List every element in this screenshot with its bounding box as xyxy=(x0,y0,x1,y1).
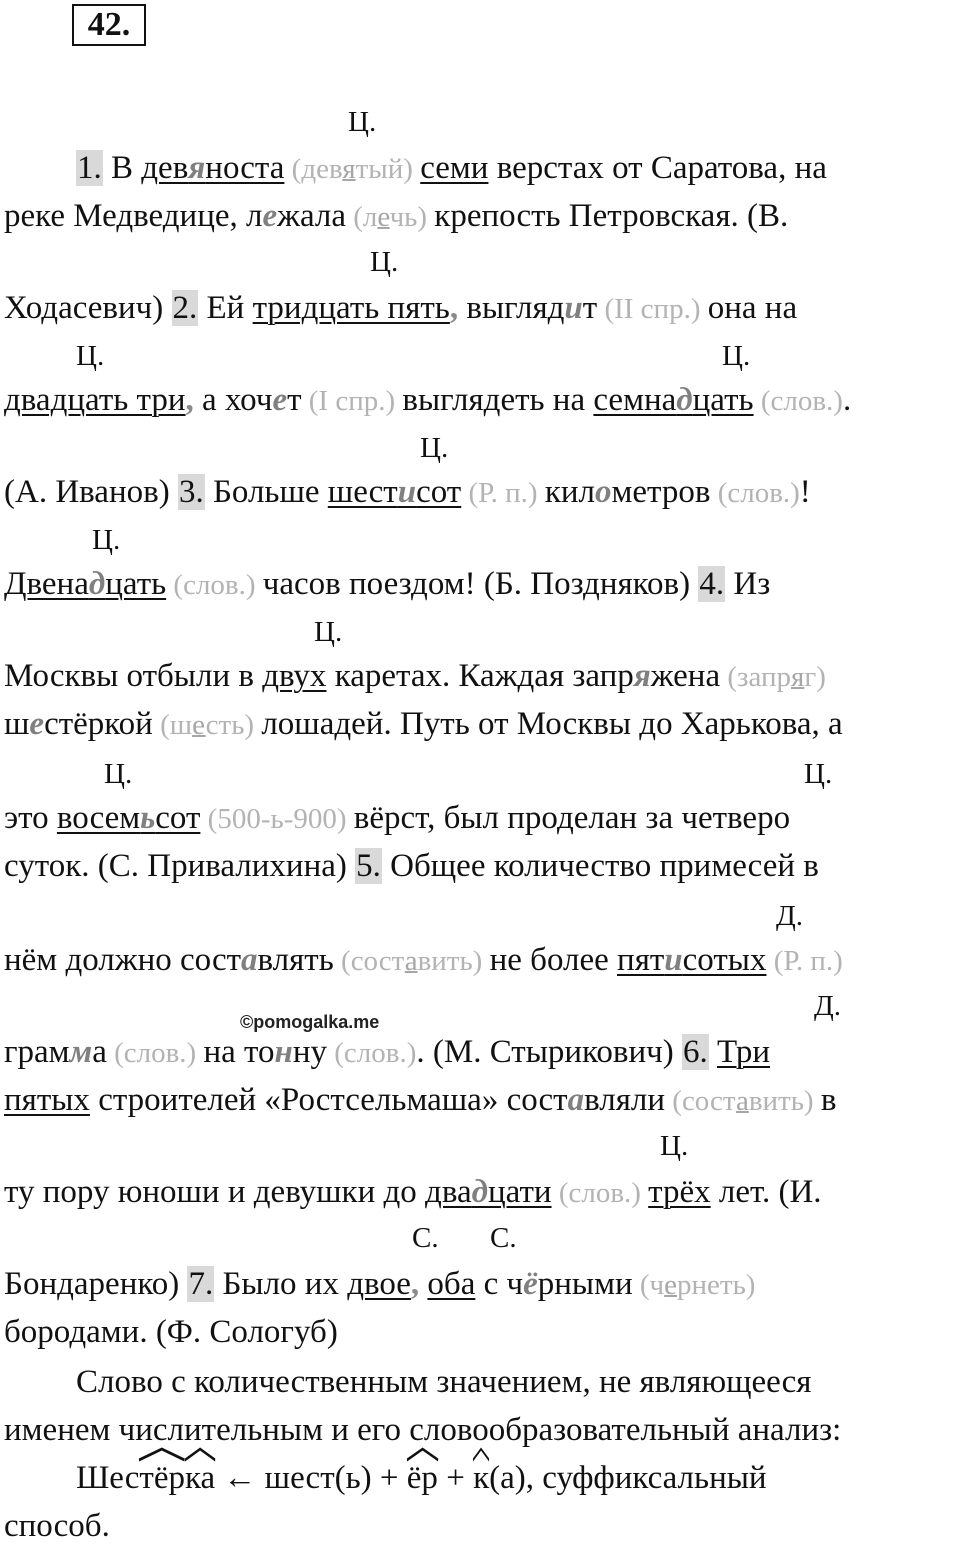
numeral: пятых xyxy=(4,1082,90,1118)
sentence-number: 7. xyxy=(188,1266,214,1302)
text-line: шестёркой (шесть) лошадей. Путь от Москвы до Харькова, а xyxy=(4,706,843,742)
numeral: тридцать пять xyxy=(252,290,450,326)
numeral: двух xyxy=(262,658,327,694)
hint: (слов.) xyxy=(327,1037,417,1069)
numeral: девяноста xyxy=(141,150,285,186)
numeral: двадцати xyxy=(425,1174,552,1210)
sentence-number: 5. xyxy=(356,848,381,884)
hint: (Р. п.) xyxy=(766,945,843,977)
suffix-arc-icon xyxy=(139,1448,185,1460)
sentence-number: 6. xyxy=(682,1034,708,1070)
text-line: Двенадцать (слов.) часов поездом! (Б. Поздняков) 4. Из xyxy=(4,566,771,602)
part-of-speech-mark: Ц. xyxy=(92,524,121,556)
part-of-speech-mark: С. xyxy=(490,1222,517,1254)
part-of-speech-mark: Д. xyxy=(814,990,842,1022)
hint: (слов.) xyxy=(166,569,263,601)
hint: (слов.) xyxy=(753,385,843,417)
text-line: это восемьсот (500-ь-900) вёрст, был проделан за четверо xyxy=(4,800,791,836)
numeral: оба xyxy=(427,1266,476,1302)
part-of-speech-mark: С. xyxy=(412,1222,439,1254)
suffix-mark: к xyxy=(473,1458,489,1498)
part-of-speech-mark: Ц. xyxy=(370,246,399,278)
text-line: суток. (С. Привалихина) 5. Общее количество примесей в xyxy=(4,848,819,884)
numeral: трёх xyxy=(648,1174,711,1210)
part-of-speech-mark: Д. xyxy=(776,900,804,932)
hint: (составить) xyxy=(333,945,490,977)
hint: (запряг) xyxy=(720,661,826,693)
watermark: ©pomogalka.me xyxy=(240,1012,380,1032)
hint: (Р. п.) xyxy=(461,477,545,509)
hint: (составить) xyxy=(665,1085,821,1117)
hint: (I спр.) xyxy=(301,385,403,417)
word-formation-analysis: Шес тёр ка ← шест(ь) + ёр + к(а), суффиксальный xyxy=(76,1458,767,1498)
hint: (лечь) xyxy=(346,201,435,233)
text-line: способ. xyxy=(4,1508,110,1544)
hint: (500-ь-900) xyxy=(200,803,354,835)
part-of-speech-mark: Ц. xyxy=(314,616,343,648)
text-line: (А. Иванов) 3. Больше шестисот (Р. п.) километров (слов.)! xyxy=(4,474,811,510)
hint: (II спр.) xyxy=(597,293,708,325)
text-line: Москвы отбыли в двух каретах. Каждая запряжена (запряг) xyxy=(4,658,826,694)
hint: (слов.) xyxy=(710,477,800,509)
part-of-speech-mark: Ц. xyxy=(76,340,105,372)
numeral: двадцать три xyxy=(4,382,186,418)
part-of-speech-mark: Ц. xyxy=(804,758,833,790)
numeral: шестисот xyxy=(327,474,462,510)
analysis-intro: именем числительным и его словообразовательный анализ: xyxy=(4,1412,842,1448)
hint: (слов.) xyxy=(106,1037,204,1069)
part-of-speech-mark: Ц. xyxy=(722,340,751,372)
text: В xyxy=(102,150,142,186)
sentence-number: 4. xyxy=(699,566,725,602)
hint: (слов.) xyxy=(551,1177,649,1209)
text-line xyxy=(76,148,827,188)
part-of-speech-mark: Ц. xyxy=(420,432,449,464)
suffix-mark: ёр xyxy=(407,1458,438,1498)
numeral: Три xyxy=(716,1034,771,1070)
part-of-speech-mark: Ц. xyxy=(104,758,133,790)
suffix-mark: ка xyxy=(185,1458,215,1498)
part-of-speech-mark: Ц. xyxy=(348,106,377,138)
text-line: Ходасевич) 2. Ей тридцать пять, выглядит (II спр.) она на xyxy=(4,290,798,326)
analysis-intro: Слово с количественным значением, не являющееся xyxy=(76,1364,812,1400)
text-line: пятых строителей «Ростсельмаша» составляли (составить) в xyxy=(4,1082,837,1118)
numeral: восемьсот xyxy=(56,800,201,836)
sentence-number: 1. xyxy=(77,150,102,186)
task-number: 42. xyxy=(72,4,146,46)
text-line: двадцать три, а хочет (I спр.) выглядеть на семнадцать (слов.). xyxy=(4,382,852,418)
hint: (девятый) xyxy=(284,153,421,185)
suffix-arc-icon xyxy=(473,1448,489,1460)
suffix-arc-icon xyxy=(407,1448,438,1460)
suffix-arc-icon xyxy=(185,1448,215,1460)
sentence-number: 3. xyxy=(178,474,204,510)
hint: (чернеть) xyxy=(632,1269,756,1301)
text-line: ту пору юноши и девушки до двадцати (слов.) трёх лет. (И. xyxy=(4,1174,822,1210)
text: верстах от Саратова, на xyxy=(488,150,827,186)
numeral: семи xyxy=(420,150,489,186)
numeral: двое xyxy=(347,1266,411,1302)
numeral: Двенадцать xyxy=(4,566,167,602)
text-line: реке Медведице, лежала (лечь) крепость Петровская. (В. xyxy=(4,198,789,234)
text-line: Бондаренко) 7. Было их двое, оба с чёрными (чернеть) xyxy=(4,1266,756,1302)
suffix-mark: тёр xyxy=(139,1458,185,1498)
sentence-number: 2. xyxy=(172,290,198,326)
hint: (шесть) xyxy=(152,709,262,741)
text-line: бородами. (Ф. Сологуб) xyxy=(4,1314,338,1350)
numeral: семнадцать xyxy=(593,382,754,418)
text-line: грамма (слов.) на тонну (слов.). (М. Стырикович) 6. Три xyxy=(4,1034,771,1070)
text-line: нём должно составлять (составить) не более пятисотых (Р. п.) xyxy=(4,942,843,978)
part-of-speech-mark: Ц. xyxy=(660,1130,689,1162)
numeral: пятисотых xyxy=(617,942,767,978)
